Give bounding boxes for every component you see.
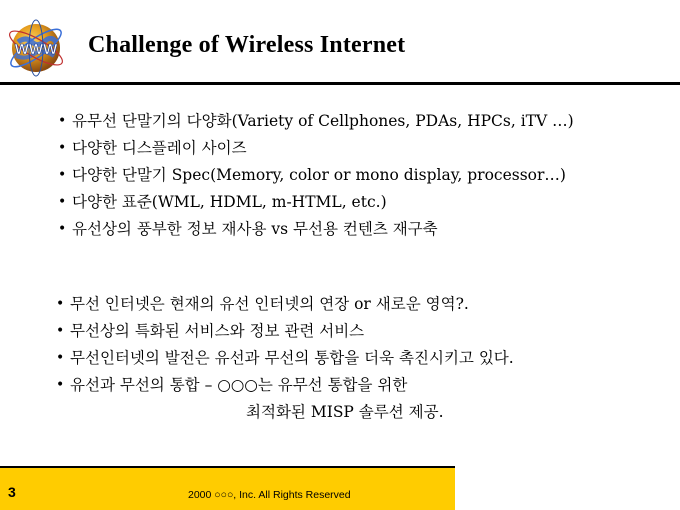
bullet-text: 최적화된 MISP 솔루션 제공.: [246, 403, 444, 421]
bullet-item: [58, 135, 574, 162]
slide-title: Challenge of Wireless Internet: [88, 32, 406, 58]
bullet-item: [58, 189, 574, 216]
bullet-dot-icon: •: [58, 113, 67, 129]
title-divider: [0, 82, 680, 85]
bullet-item: [56, 372, 514, 399]
bullet-dot-icon: •: [58, 221, 67, 237]
page-number: 3: [8, 484, 16, 500]
bullet-text: 유선상의 풍부한 정보 재사용 vs 무선용 컨텐츠 재구축: [72, 220, 438, 238]
bullet-item: [58, 216, 574, 243]
bullet-text: 유무선 단말기의 다양화(Variety of Cellphones, PDAs, HPCs, iTV …): [72, 112, 574, 130]
bullet-text: 다양한 디스플레이 사이즈: [72, 139, 247, 157]
bullet-item: [58, 162, 574, 189]
bullet-item: [56, 345, 514, 372]
svg-text:WWW: WWW: [14, 41, 58, 58]
bullet-list-challenges: [58, 108, 574, 243]
www-globe-logo: [4, 8, 68, 80]
bullet-dot-icon: •: [58, 194, 67, 210]
bullet-text: 무선 인터넷은 현재의 유선 인터넷의 연장 or 새로운 영역?.: [70, 295, 469, 313]
bullet-dot-icon: •: [58, 167, 67, 183]
bullet-item: [58, 108, 574, 135]
bullet-text: 무선상의 특화된 서비스와 정보 관련 서비스: [70, 322, 365, 340]
bullet-dot-icon: •: [56, 323, 65, 339]
bullet-dot-icon: •: [56, 350, 65, 366]
bullet-continuation: [56, 399, 514, 426]
bullet-text: 다양한 표준(WML, HDML, m-HTML, etc.): [72, 193, 387, 211]
bullet-item: [56, 291, 514, 318]
bullet-dot-icon: •: [58, 140, 67, 156]
bullet-dot-icon: •: [56, 377, 65, 393]
bullet-list-wireless-internet: [56, 291, 514, 431]
copyright-notice: 2000 ○○○, Inc. All Rights Reserved: [188, 489, 351, 501]
bullet-text: 다양한 단말기 Spec(Memory, color or mono display, processor…): [72, 166, 566, 184]
bullet-dot-icon: •: [56, 296, 65, 312]
bullet-text: 무선인터넷의 발전은 유선과 무선의 통합을 더욱 촉진시키고 있다.: [70, 349, 514, 367]
bullet-item: [56, 318, 514, 345]
bullet-text: 유선과 무선의 통합 – ○○○는 유무선 통합을 위한: [70, 376, 408, 394]
